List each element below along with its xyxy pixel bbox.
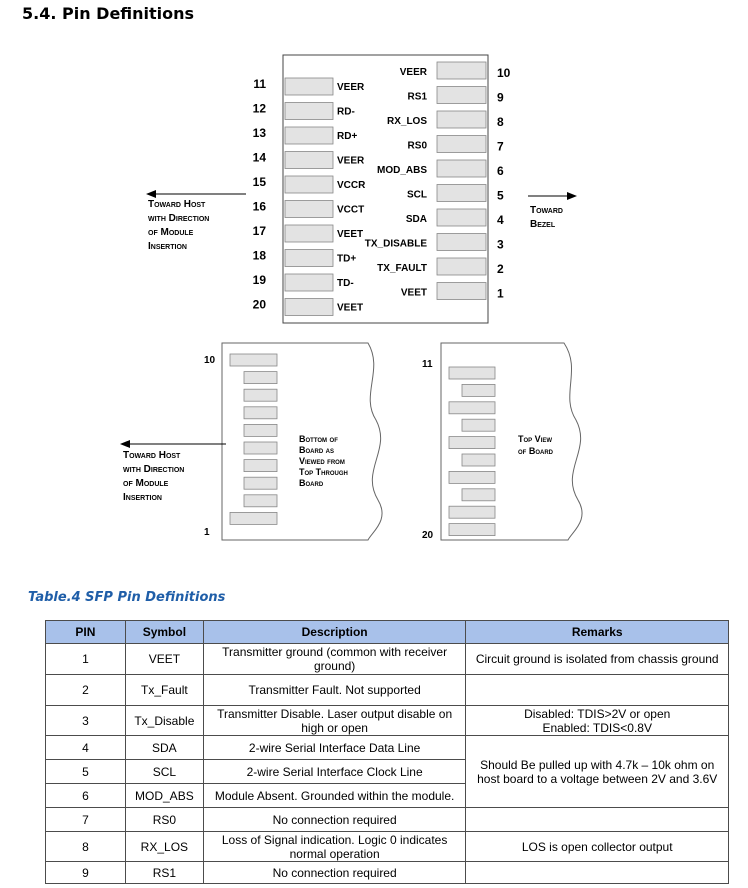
right-pin-pad [437, 136, 486, 153]
right-pin-label: VEER [399, 67, 427, 78]
right-pin-pad [437, 160, 486, 177]
bottom-board-pad [244, 407, 277, 419]
pin-cell: 1 [46, 644, 126, 675]
right-pin-label: TX_FAULT [377, 263, 427, 274]
toward-host-line1: Toward Host [148, 199, 206, 210]
right-pin-pad [437, 283, 486, 300]
description-cell: Transmitter Disable. Laser output disable on high or open [203, 706, 466, 736]
header-remarks: Remarks [466, 621, 729, 644]
right-pin-label: SCL [407, 189, 427, 201]
toward-host-line3: of Module [148, 227, 194, 238]
pin-cell: 7 [46, 808, 126, 832]
toward-host2-line3: of Module [123, 478, 169, 489]
symbol-cell: RS0 [125, 808, 203, 832]
left-pin-label: TD- [337, 278, 354, 289]
remark-disabled: Disabled: TDIS>2V or open [524, 706, 671, 721]
toward-host2-line2: with Direction [123, 464, 185, 475]
bottom-board-pad [244, 442, 277, 454]
left-pin-label: RD- [337, 106, 355, 118]
table-caption: Table.4 SFP Pin Definitions [28, 590, 226, 605]
left-pin-pad [285, 250, 333, 267]
right-pin-pad [437, 185, 486, 202]
left-pin-number: 15 [252, 175, 266, 189]
header-description: Description [203, 621, 466, 644]
symbol-cell: RS1 [125, 862, 203, 884]
bottom-board-caption-4: Top Through [299, 467, 348, 477]
symbol-cell: SDA [125, 736, 203, 760]
left-pin-number: 17 [252, 224, 266, 238]
right-pin-pad [437, 111, 486, 128]
table-row [46, 862, 729, 884]
description-cell: Module Absent. Grounded within the module. [203, 784, 466, 808]
left-pin-number: 16 [252, 199, 266, 214]
left-pin-label: VCCT [337, 204, 365, 216]
table-header-row [46, 621, 729, 644]
bottom-board-caption-1: Bottom of [299, 434, 338, 444]
pin-definitions-table [45, 620, 729, 884]
left-pin-pad [285, 274, 333, 291]
pin-cell: 4 [46, 736, 126, 760]
table-row [46, 644, 729, 675]
top-board-caption-2: of Board [518, 446, 553, 456]
symbol-cell: MOD_ABS [125, 784, 203, 808]
remarks-cell-empty [466, 675, 729, 706]
right-pin-pad [437, 258, 486, 275]
pin-cell: 2 [46, 675, 126, 706]
right-pin-number: 3 [497, 237, 504, 252]
table-row [46, 706, 729, 736]
bottom-board-bottom-pin: 1 [204, 527, 210, 538]
top-board-caption-1: Top View [518, 434, 553, 444]
left-pin-number: 13 [252, 126, 266, 140]
top-board-pad [462, 419, 495, 431]
right-pin-number: 9 [497, 90, 504, 105]
description-cell: Transmitter Fault. Not supported [203, 675, 466, 706]
left-pin-pad [285, 78, 333, 95]
remarks-cell-empty [466, 862, 729, 884]
top-board-pad [449, 402, 495, 414]
right-pin-pad [437, 234, 486, 251]
right-pin-label: RX_LOS [386, 116, 427, 127]
bottom-board-caption-2: Board as [299, 445, 335, 455]
table-row [46, 736, 729, 760]
right-pin-label: SDA [405, 214, 427, 225]
toward-bezel-line1: Toward [530, 205, 563, 216]
description-cell: 2-wire Serial Interface Data Line [203, 736, 466, 760]
bottom-board-pad [244, 372, 277, 384]
toward-host2-line4: Insertion [123, 492, 162, 503]
left-pin-label: VCCR [337, 180, 366, 191]
pin-cell: 6 [46, 784, 126, 808]
left-pin-label: VEER [337, 155, 365, 167]
right-pin-number: 6 [497, 164, 504, 178]
bottom-board-pins [230, 354, 277, 524]
toward-host-arrow-top [146, 190, 246, 198]
toward-bezel-line2: Bezel [530, 219, 556, 230]
toward-bezel-arrow [528, 192, 577, 200]
top-board-pad [449, 437, 495, 449]
bottom-board-pad [230, 354, 277, 366]
left-pin-label: TD+ [337, 253, 357, 265]
right-pin-label: VEET [400, 287, 427, 299]
remarks-cell-empty [466, 808, 729, 832]
left-pin-number: 18 [252, 248, 266, 263]
top-board-pad [449, 471, 495, 483]
section-heading: 5.4. Pin Definitions [22, 4, 195, 23]
remarks-cell: Circuit ground is isolated from chassis ground [466, 644, 729, 675]
left-pin-pad [285, 176, 333, 193]
right-pin-number: 4 [497, 213, 504, 227]
bottom-board-top-pin: 10 [204, 355, 216, 366]
header-symbol: Symbol [125, 621, 203, 644]
top-board-pad [449, 367, 495, 379]
left-pin-number: 19 [252, 273, 266, 287]
toward-host2-line1: Toward Host [123, 450, 181, 461]
description-cell: No connection required [203, 808, 466, 832]
bottom-board-caption-3: Viewed from [299, 456, 345, 466]
bottom-board-pad [244, 424, 277, 436]
left-pin-pad [285, 225, 333, 242]
right-pin-pad [437, 87, 486, 104]
left-pin-pad [285, 103, 333, 120]
right-pin-number: 8 [497, 115, 504, 129]
header-pin: PIN [46, 621, 126, 644]
left-pin-label: VEET [337, 229, 364, 240]
remark-enabled: Enabled: TDIS<0.8V [542, 720, 652, 735]
description-cell: 2-wire Serial Interface Clock Line [203, 760, 466, 784]
symbol-cell: SCL [125, 760, 203, 784]
left-pin-number: 20 [252, 297, 266, 312]
left-pin-column [253, 77, 366, 316]
top-board-pad [449, 506, 495, 518]
left-pin-number: 12 [252, 101, 266, 116]
right-pin-number: 2 [497, 262, 504, 276]
table-row [46, 808, 729, 832]
top-board-bottom-pin: 20 [422, 530, 434, 541]
right-pin-number: 1 [497, 286, 504, 301]
toward-host-line4: Insertion [148, 241, 187, 252]
right-pin-column [365, 62, 511, 301]
right-pin-number: 10 [497, 66, 511, 80]
description-cell: Loss of Signal indication. Logic 0 indicates normal operation [203, 832, 466, 862]
left-pin-pad [285, 299, 333, 316]
left-pin-label: VEER [337, 82, 365, 93]
right-pin-pad [437, 209, 486, 226]
right-pin-pad [437, 62, 486, 79]
top-board-pad [462, 384, 495, 396]
symbol-cell: VEET [125, 644, 203, 675]
right-pin-number: 5 [497, 188, 504, 203]
left-pin-number: 14 [252, 150, 266, 165]
left-pin-pad [285, 127, 333, 144]
remarks-cell: Should Be pulled up with 4.7k – 10k ohm on host board to a voltage between 2V and 3.6V [466, 736, 729, 808]
pin-cell: 8 [46, 832, 126, 862]
remarks-cell [466, 706, 729, 736]
bottom-board-pad [230, 512, 277, 524]
bottom-board-pad [244, 389, 277, 401]
left-pin-label: RD+ [337, 131, 358, 142]
top-board-pins [449, 367, 495, 536]
right-pin-number: 7 [497, 139, 504, 154]
symbol-cell: RX_LOS [125, 832, 203, 862]
toward-host-arrow-bottom [120, 440, 226, 448]
description-cell: No connection required [203, 862, 466, 884]
table-row [46, 832, 729, 862]
left-pin-pad [285, 201, 333, 218]
top-board-pad [462, 454, 495, 466]
left-pin-pad [285, 152, 333, 169]
left-pin-number: 11 [253, 77, 266, 91]
right-pin-label: MOD_ABS [376, 165, 427, 176]
bottom-board-caption-5: Board [299, 478, 324, 488]
remarks-cell: LOS is open collector output [466, 832, 729, 862]
table-row [46, 675, 729, 706]
top-board-pad [462, 489, 495, 501]
bottom-board-pad [244, 477, 277, 489]
right-pin-label: RS0 [407, 140, 427, 152]
bottom-board-pad [244, 495, 277, 507]
top-board-pad [449, 524, 495, 536]
symbol-cell: Tx_Fault [125, 675, 203, 706]
left-pin-label: VEET [337, 302, 364, 314]
right-pin-label: TX_DISABLE [364, 238, 427, 250]
top-board-top-pin: 11 [422, 359, 433, 370]
symbol-cell: Tx_Disable [125, 706, 203, 736]
toward-host-line2: with Direction [148, 213, 210, 224]
description-cell: Transmitter ground (common with receiver ground) [203, 644, 466, 675]
pin-cell: 3 [46, 706, 126, 736]
pin-cell: 5 [46, 760, 126, 784]
pin-cell: 9 [46, 862, 126, 884]
right-pin-label: RS1 [407, 91, 427, 103]
bottom-board-pad [244, 460, 277, 472]
